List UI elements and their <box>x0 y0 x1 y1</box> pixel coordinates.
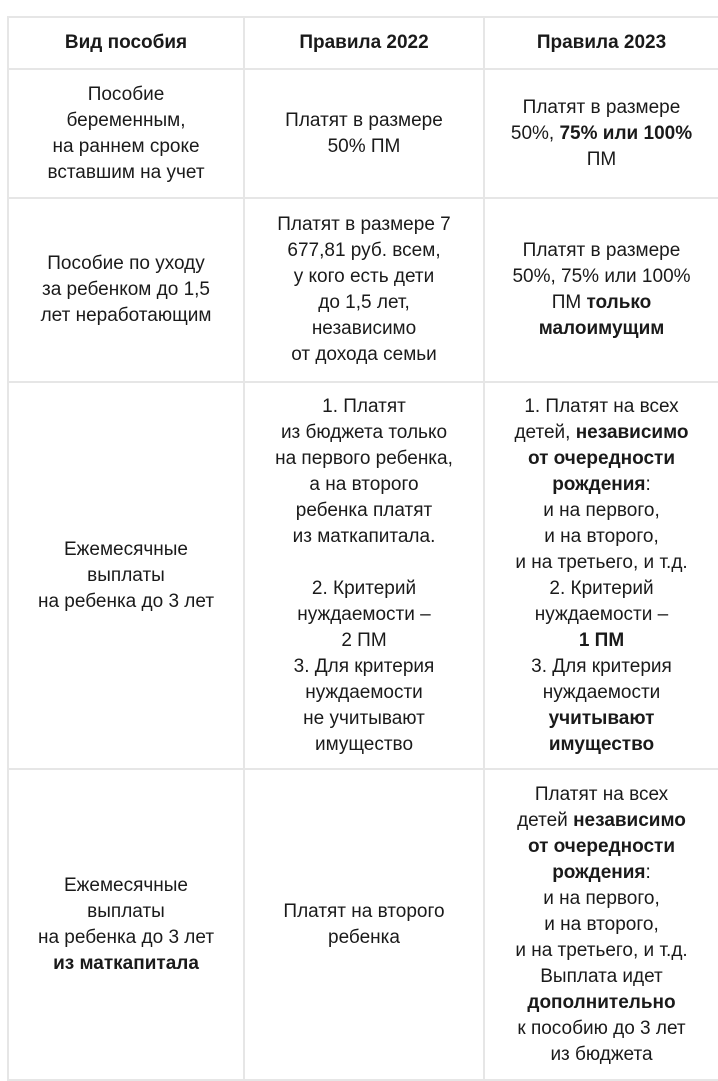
text-line: к пособию до 3 лет <box>517 1017 686 1039</box>
cell-benefit-type <box>8 198 244 382</box>
text-line: Платят в размере <box>522 96 681 118</box>
text-line: Платят в размере <box>522 240 681 261</box>
cell-rules-2022 <box>244 69 484 198</box>
text-line: Платят на второго <box>283 900 445 922</box>
text-fragment: 50%, <box>510 122 560 144</box>
cell-rules-2023 <box>484 769 718 1080</box>
text-line: 3. Для критерия <box>293 655 435 677</box>
text-line: из бюджета <box>550 1043 653 1065</box>
cell-rules-2022 <box>244 198 484 382</box>
bold-text: из маткапитала <box>53 952 199 974</box>
text-line: лет неработающим <box>40 305 212 326</box>
text-line: Выплата идет <box>540 965 663 987</box>
text-line: выплаты <box>87 900 165 922</box>
text-line: от дохода семьи <box>291 344 437 365</box>
text-line: беременным, <box>66 109 186 131</box>
text-line: вставшим на учет <box>47 161 205 183</box>
text-line: нуждаемости <box>305 681 423 703</box>
text-line: из маткапитала. <box>292 525 436 547</box>
text-line: и на третьего, и т.д. <box>515 939 688 961</box>
text-line: 1. Платят <box>322 395 406 417</box>
text-line: Ежемесячные <box>64 538 188 560</box>
cell-rules-2023 <box>484 198 718 382</box>
text-line: не учитывают <box>303 707 425 729</box>
bold-text: рождения <box>552 473 646 495</box>
table-row <box>8 769 718 1080</box>
text-line: Пособие по уходу <box>47 253 205 274</box>
benefits-table-container <box>7 16 718 1081</box>
text-fragment: : <box>645 861 651 883</box>
bold-text: имущество <box>548 733 655 755</box>
header-rules-2023: Правила 2023 <box>484 17 718 69</box>
text-line: нуждаемости <box>542 681 661 703</box>
text-line: и на первого, <box>543 887 660 909</box>
bold-text: учитывают <box>548 707 655 729</box>
text-line: независимо <box>311 318 417 339</box>
text-line: ребенка <box>328 926 400 948</box>
text-line <box>491 472 712 498</box>
text-line: Платят в размере 7 <box>277 214 451 235</box>
text-line: 677,81 руб. всем, <box>287 240 441 261</box>
text-line: Ежемесячные <box>64 874 188 896</box>
text-line: и на третьего, и т.д. <box>515 551 688 573</box>
benefits-comparison-table <box>7 16 718 1081</box>
text-line: 2. Критерий <box>311 577 417 599</box>
text-line: а на второго <box>309 473 419 495</box>
bold-text: малоимущим <box>538 318 665 339</box>
header-benefit-type: Вид пособия <box>8 17 244 69</box>
text-line: и на первого, <box>543 499 660 521</box>
cell-rules-2022 <box>244 382 484 769</box>
text-line: на раннем сроке <box>52 135 200 157</box>
cell-rules-2023 <box>484 69 718 198</box>
text-fragment: : <box>645 473 651 495</box>
table-row <box>8 382 718 769</box>
text-line <box>491 808 712 834</box>
bold-text: независимо <box>573 809 686 831</box>
text-line: и на второго, <box>544 525 659 547</box>
text-line: имущество <box>314 733 414 755</box>
text-line: за ребенком до 1,5 <box>42 279 210 300</box>
text-line: Платят на всех <box>534 783 669 805</box>
bold-text: 1 ПМ <box>578 629 625 651</box>
text-line: ребенка платят <box>295 499 433 521</box>
bold-text: от очередности <box>527 447 676 469</box>
text-fragment: детей <box>517 809 574 831</box>
bold-text: только <box>586 292 652 313</box>
text-line: нуждаемости – <box>297 603 431 625</box>
text-line <box>491 121 712 147</box>
bold-text: дополнительно <box>527 991 676 1013</box>
text-line: и на второго, <box>544 913 659 935</box>
text-line: 50%, 75% или 100% <box>512 266 691 287</box>
cell-benefit-type <box>8 769 244 1080</box>
text-line: на ребенка до 3 лет <box>37 590 215 612</box>
bold-text: независимо <box>575 421 689 443</box>
text-line: 50% ПМ <box>327 135 401 157</box>
text-line: у кого есть дети <box>293 266 435 287</box>
paragraph-gap <box>251 550 477 576</box>
cell-rules-2022 <box>244 769 484 1080</box>
text-line: до 1,5 лет, <box>318 292 410 313</box>
text-line: ПМ <box>586 148 617 170</box>
text-line: на ребенка до 3 лет <box>37 926 215 948</box>
text-fragment: детей, <box>514 421 576 443</box>
text-line: 2 ПМ <box>341 629 387 651</box>
table-row <box>8 69 718 198</box>
text-line: из бюджета только <box>280 421 448 443</box>
header-row <box>8 17 718 69</box>
text-line <box>491 290 712 316</box>
bold-text: 75% или 100% <box>559 122 693 144</box>
cell-rules-2023 <box>484 382 718 769</box>
text-line: Платят в размере <box>285 109 443 131</box>
bold-text: от очередности <box>527 835 676 857</box>
text-line <box>491 860 712 886</box>
text-line: Пособие <box>87 83 165 105</box>
cell-benefit-type <box>8 382 244 769</box>
text-line: нуждаемости – <box>534 603 669 625</box>
text-line: 1. Платят на всех <box>524 395 679 417</box>
bold-text: рождения <box>552 861 646 883</box>
text-line: на первого ребенка, <box>275 447 453 469</box>
text-line <box>491 420 712 446</box>
text-line: 2. Критерий <box>549 577 654 599</box>
cell-benefit-type <box>8 69 244 198</box>
text-line: выплаты <box>87 564 165 586</box>
text-fragment: ПМ <box>551 292 587 313</box>
text-line: 3. Для критерия <box>531 655 672 677</box>
header-rules-2022: Правила 2022 <box>244 17 484 69</box>
table-row <box>8 198 718 382</box>
